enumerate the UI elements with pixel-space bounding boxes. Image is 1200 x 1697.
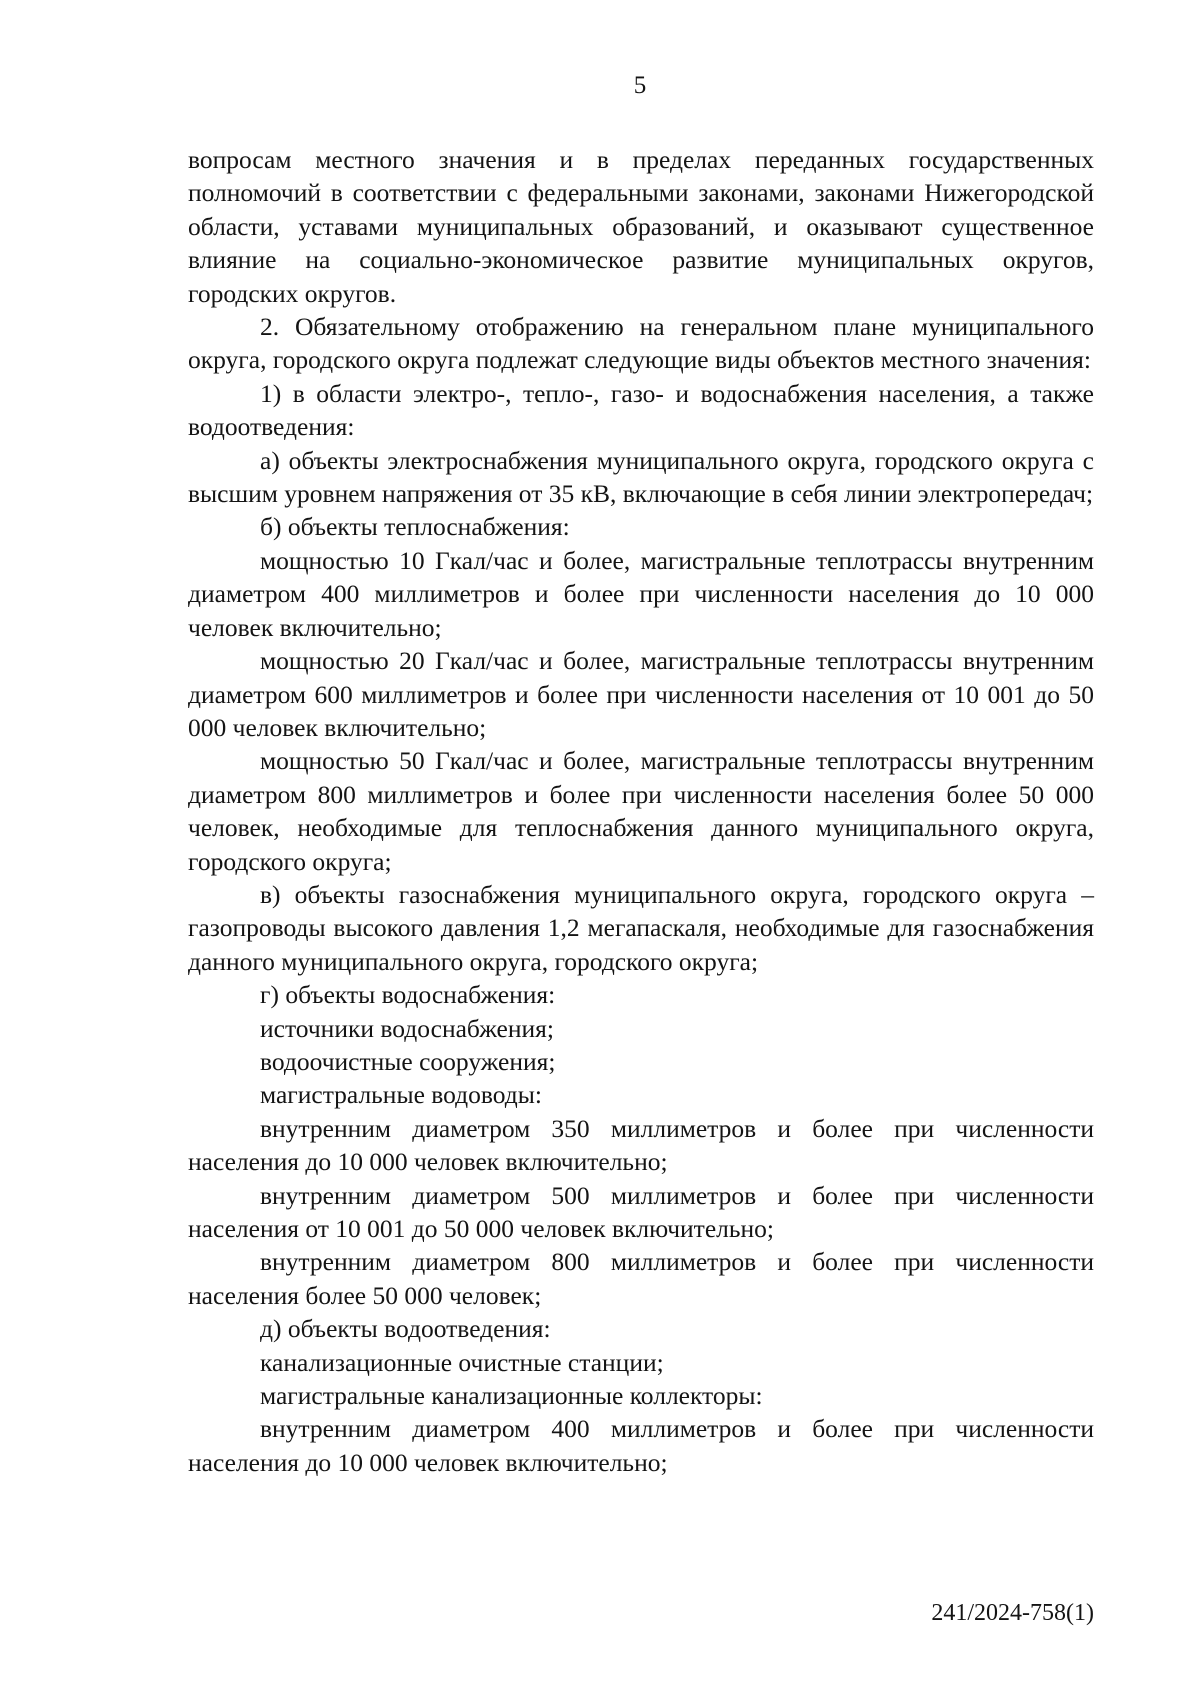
paragraph: мощностью 20 Гкал/час и более, магистральные теплотрассы внутренним диаметром 600 миллиметров и более при численности населения от 10 001 до 50 000 человек включительно;: [188, 646, 1094, 742]
paragraph: г) объекты водоснабжения:: [260, 980, 556, 1010]
paragraph: источники водоснабжения;: [260, 1013, 554, 1043]
paragraph: 1) в области электро-, тепло-, газо- и водоснабжения населения, а также водоотведения:: [188, 378, 1094, 442]
paragraph: магистральные канализационные коллекторы:: [260, 1381, 763, 1411]
paragraph: мощностью 50 Гкал/час и более, магистральные теплотрассы внутренним диаметром 800 миллиметров и более при численности населения более 50 000 человек, необходимые для теплоснабжения данного муниципального округа, городского округа;: [188, 746, 1094, 876]
paragraph: магистральные водоводы:: [260, 1080, 542, 1110]
page-number: 5: [633, 72, 647, 99]
paragraph: 2. Обязательному отображению на генеральном плане муниципального округа, городского округа подлежат следующие виды объектов местного значения:: [188, 312, 1094, 375]
paragraph: б) объекты теплоснабжения:: [260, 512, 570, 542]
paragraph: д) объекты водоотведения:: [260, 1314, 551, 1344]
paragraph: водоочистные сооружения;: [260, 1046, 556, 1076]
document-body: [188, 143, 1094, 1479]
paragraph: вопросам местного значения и в пределах переданных государственных полномочий в соответствии с федеральными законами, законами Нижегородской области, уставами муниципальных образований, и оказывают существенное влияние на социально-экономическое развитие муниципальных округов, городских округов.: [188, 145, 1094, 308]
paragraph: внутренним диаметром 350 миллиметров и более при численности населения до 10 000 человек включительно;: [188, 1113, 1094, 1177]
paragraph: внутренним диаметром 500 миллиметров и более при численности населения от 10 001 до 50 000 человек включительно;: [188, 1180, 1094, 1243]
paragraph: канализационные очистные станции;: [260, 1347, 664, 1377]
paragraph: в) объекты газоснабжения муниципального округа, городского округа – газопроводы высокого давления 1,2 мегапаскаля, необходимые для газоснабжения данного муниципального округа, городского округа;: [188, 879, 1094, 976]
paragraph: мощностью 10 Гкал/час и более, магистральные теплотрассы внутренним диаметром 400 миллиметров и более при численности населения до 10 000 человек включительно;: [188, 545, 1094, 642]
paragraph: внутренним диаметром 800 миллиметров и более при численности населения более 50 000 человек;: [188, 1247, 1094, 1310]
paragraph: внутренним диаметром 400 миллиметров и более при численности населения до 10 000 человек включительно;: [188, 1414, 1094, 1477]
paragraph: а) объекты электроснабжения муниципального округа, городского округа с высшим уровнем напряжения от 35 кВ, включающие в себя линии электропередач;: [188, 445, 1094, 509]
document-id: 241/2024-758(1): [931, 1600, 1094, 1626]
